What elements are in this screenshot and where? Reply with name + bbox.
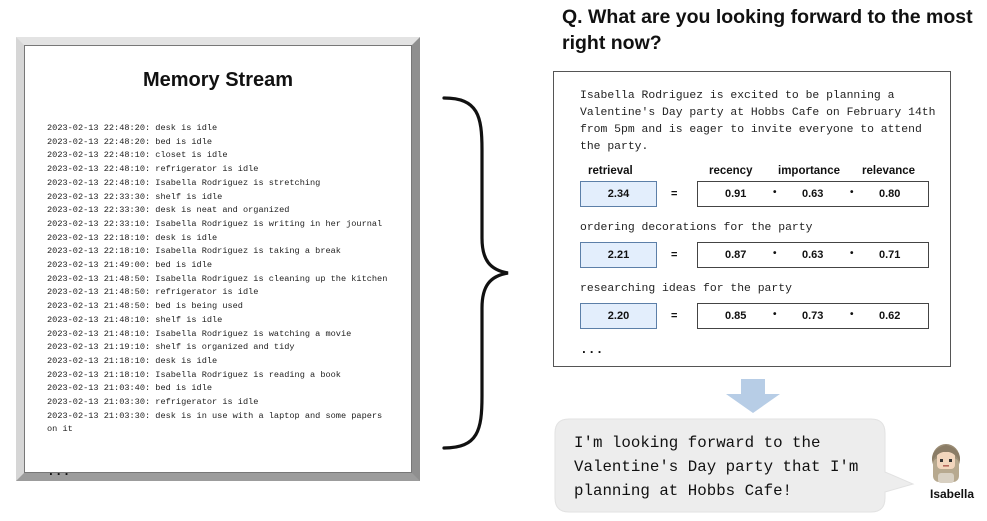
equals-sign: = (671, 310, 678, 322)
retrieval-ellipsis: ... (580, 342, 604, 357)
memory-entry: 2023-02-13 21:48:50: refrigerator is idle (47, 287, 259, 298)
memory-entry: 2023-02-13 21:19:10: shelf is organized and tidy (47, 342, 295, 353)
memory-entry: 2023-02-13 21:48:50: bed is being used (47, 301, 243, 312)
memory-entry: 2023-02-13 22:33:30: desk is neat and organized (47, 205, 290, 216)
memory-entry: 2023-02-13 22:48:10: Isabella Rodriguez is stretching (47, 177, 321, 188)
curly-brace-icon (438, 92, 512, 454)
retrieved-memory-text: researching ideas for the party (580, 283, 792, 295)
header-retrieval: retrieval (588, 165, 633, 177)
recency-score: 0.87 (725, 249, 747, 261)
memory-entry: 2023-02-13 21:48:10: shelf is idle (47, 314, 223, 325)
retrieval-score: 2.20 (580, 303, 657, 329)
importance-score: 0.63 (802, 188, 824, 200)
score-components (697, 242, 929, 268)
header-recency: recency (709, 165, 753, 177)
memory-entry: 2023-02-13 21:03:30: desk is in use with a laptop and some papers on it (47, 410, 383, 435)
retrieved-memory-text: ordering decorations for the party (580, 222, 813, 234)
importance-score: 0.63 (802, 249, 824, 261)
memory-entry: 2023-02-13 22:48:20: desk is idle (47, 123, 218, 133)
memory-entry: 2023-02-13 22:33:30: shelf is idle (47, 191, 223, 202)
memory-stream-inner (24, 45, 412, 479)
isabella-avatar-icon (926, 441, 966, 485)
retrieval-score: 2.21 (580, 242, 657, 268)
relevance-score: 0.62 (879, 310, 901, 322)
memory-entry: 2023-02-13 22:18:10: Isabella Rodriguez is taking a break (47, 246, 341, 257)
down-arrow-icon (724, 379, 782, 415)
memory-entry: 2023-02-13 21:48:50: Isabella Rodriguez is cleaning up the kitchen (47, 273, 388, 284)
memory-entry: 2023-02-13 21:18:10: Isabella Rodriguez is reading a book (47, 369, 341, 380)
memory-entry: 2023-02-13 21:49:00: bed is idle (47, 260, 213, 271)
dot-operator: • (850, 309, 854, 320)
memory-stream-panel (16, 37, 420, 481)
memory-entry: 2023-02-13 22:48:10: closet is idle (47, 150, 228, 161)
recency-score: 0.85 (725, 310, 747, 322)
dot-operator: • (773, 248, 777, 259)
question-heading: Q. What are you looking forward to the most right now? (562, 6, 973, 54)
recency-score: 0.91 (725, 188, 747, 200)
memory-stream-list (47, 122, 395, 437)
dot-operator: • (773, 309, 777, 320)
dot-operator: • (773, 187, 777, 198)
speaker-name: Isabella (929, 487, 975, 501)
header-relevance: relevance (862, 165, 916, 177)
importance-score: 0.73 (802, 310, 824, 322)
response-text: I'm looking forward to the Valentine's Day party that I'm planning at Hobbs Cafe! (574, 434, 859, 500)
relevance-score: 0.80 (879, 188, 901, 200)
header-importance: importance (778, 165, 840, 177)
dot-operator: • (850, 187, 854, 198)
memory-stream-ellipsis: ... (47, 464, 71, 479)
dot-operator: • (850, 248, 854, 259)
memory-entry: 2023-02-13 21:48:10: Isabella Rodriguez is watching a movie (47, 328, 352, 339)
memory-entry: 2023-02-13 21:18:10: desk is idle (47, 355, 218, 366)
retrieval-panel (553, 71, 951, 367)
score-components (697, 181, 929, 207)
memory-entry: 2023-02-13 22:48:20: bed is idle (47, 136, 213, 147)
equals-sign: = (671, 249, 678, 261)
retrieved-memory-text: Isabella Rodriguez is excited to be planning a Valentine's Day party at Hobbs Cafe on February 14th from 5pm and is eager to invite everyone to attend the party. (580, 90, 936, 153)
memory-entry: 2023-02-13 22:33:10: Isabella Rodriguez is writing in her journal (47, 218, 383, 229)
memory-entry: 2023-02-13 21:03:30: refrigerator is idle (47, 397, 259, 408)
memory-entry: 2023-02-13 21:03:40: bed is idle (47, 383, 213, 394)
memory-entry: 2023-02-13 22:48:10: refrigerator is idle (47, 164, 259, 175)
equals-sign: = (671, 188, 678, 200)
relevance-score: 0.71 (879, 249, 901, 261)
score-components (697, 303, 929, 329)
retrieval-score: 2.34 (580, 181, 657, 207)
memory-entry: 2023-02-13 22:18:10: desk is idle (47, 232, 218, 243)
memory-stream-title: Memory Stream (142, 69, 294, 91)
